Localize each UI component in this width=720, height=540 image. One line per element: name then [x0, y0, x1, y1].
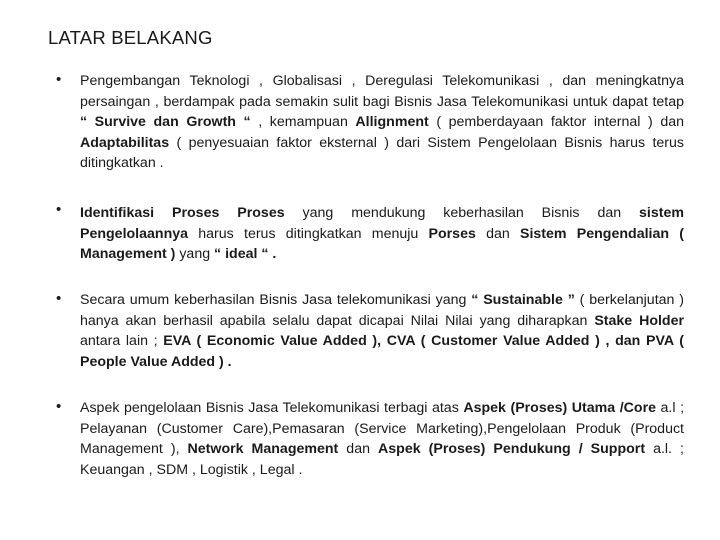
paragraph-1	[80, 71, 684, 174]
text-run: Aspek pengelolaan Bisnis Jasa Telekomunikasi terbagi atas	[80, 400, 464, 416]
bold-text: “ ideal “ .	[214, 246, 277, 262]
text-run: ( berkelanjutan ) hanya akan berhasil apabila selalu dapat dicapai Nilai Nilai yang diharapkan	[80, 292, 685, 329]
text-run: antara lain ;	[80, 333, 164, 349]
text-run: ( pemberdayaan faktor internal ) dan	[428, 114, 685, 130]
text-run: Pengembangan Teknologi , Globalisasi , Deregulasi Telekomunikasi , dan meningkatnya persaingan , berdampak pada semakin sulit bagi Bisnis Jasa Telekomunikasi untuk dapat tetap	[80, 73, 684, 110]
bold-text: Aspek (Proses) Utama /Core	[463, 400, 656, 416]
bullet-icon: •	[56, 71, 62, 88]
bold-text: EVA ( Economic Value Added ), CVA ( Customer Value Added ) , dan PVA ( People Value Added ) .	[80, 333, 684, 370]
bold-text: Adaptabilitas	[80, 134, 170, 151]
bold-text: Stake Holder	[594, 312, 685, 329]
bold-text: Porses	[428, 225, 476, 242]
text-run: Secara umum keberhasilan Bisnis Jasa telekomunikasi yang	[80, 292, 472, 308]
bullet-icon: •	[56, 290, 62, 307]
bold-text: Identifikasi Proses Proses	[80, 205, 285, 221]
bold-text: Allignment	[355, 114, 429, 130]
text-run: ( penyesuaian faktor eksternal ) dari Sistem Pengelolaan Bisnis harus terus ditingkatkan .	[80, 134, 684, 171]
text-run: a.l ; Pelayanan (Customer Care),Pemasaran (Service Marketing),Pengelolaan Produk (Product Management ),	[80, 400, 685, 457]
text-run: yang mendukung keberhasilan Bisnis dan	[284, 205, 640, 221]
bullet-icon: •	[56, 201, 62, 218]
bullet-icon: •	[56, 398, 62, 415]
text-run: dan	[475, 225, 521, 242]
text-run: a.l. ; Keuangan , SDM , Logistik , Legal .	[80, 441, 684, 478]
bold-text: “ Sustainable ”	[471, 292, 575, 308]
bold-text: Network Management	[187, 441, 339, 457]
bold-text: sistem Pengelolaannya	[80, 205, 684, 242]
text-run: , kemampuan	[250, 114, 356, 130]
paragraph-2	[80, 203, 684, 265]
text-run: dan	[338, 441, 379, 457]
text-run: harus terus ditingkatkan menuju	[188, 225, 429, 242]
bold-text: “ Survive dan Growth “	[80, 114, 251, 130]
paragraph-3	[80, 290, 684, 372]
page-title: LATAR BELAKANG	[48, 27, 213, 48]
bold-text: Aspek (Proses) Pendukung / Support	[378, 441, 646, 457]
text-run: yang	[175, 246, 215, 262]
bold-text: Sistem Pengendalian ( Management )	[80, 225, 684, 262]
paragraph-4	[80, 398, 684, 480]
